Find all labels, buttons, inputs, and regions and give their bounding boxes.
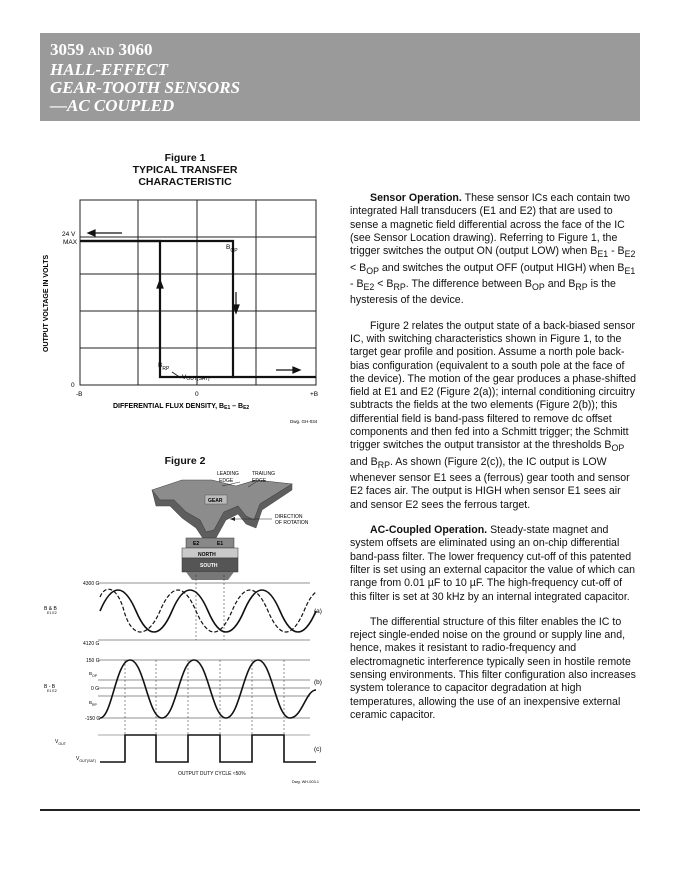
figure1-ylabel: OUTPUT VOLTAGE IN VOLTS [43, 254, 50, 352]
paragraph-sensor-operation: Sensor Operation. These sensor ICs each contain two integrated Hall transducers (E1 and E2) that are used to sense a magnetic field differential across the face of the IC (see Sensor Location drawing). Referring to Figure 1, the trigger switches the output ON (output LOW) when $B_{E1} - B_{E2} < B_{OP}$ and switches the output OFF (output HIGH) when $B_{E1} - B_{E2} < B_{RP}$. The difference between $B_{OP}$ and $B_{RP}$ is the hysteresis of the device. [350, 192, 636, 307]
direction-label-2: OF ROTATION [275, 520, 309, 526]
figure1-y-zero: 0 [71, 382, 75, 389]
bop-b-label: $B_{OP}$ [89, 671, 98, 678]
leading-edge-label-2: EDGE [219, 478, 234, 484]
paragraph-ac-coupled: AC-Coupled Operation. Steady-state magnet and system offsets are eliminated using an on-chip differential band-pass filter. The lower frequency cut-off of this patented filter is set using an external capacitor the value of which can range from 0.01 µF to 10 µF. The high-frequency cut-off of this filter is set at 30 kHz by an internal integrated capacitor. [350, 524, 636, 603]
gear-label: GEAR [208, 498, 223, 504]
tag-c: (c) [314, 746, 322, 753]
brp-b-label: $B_{RP}$ [89, 700, 97, 707]
g-150-label: 150 G [86, 658, 100, 664]
figure1-xtick-neg: -B [76, 391, 83, 398]
trailing-edge-label-1: TRAILING [252, 471, 276, 477]
body-text [350, 192, 640, 734]
figure1-xtick-pos: +B [310, 391, 319, 398]
direction-label-1: DIRECTION [275, 514, 303, 520]
figure1-xlabel: DIFFERENTIAL FLUX DENSITY, BE1 – BE2 [113, 403, 250, 411]
ac-coupled-heading: AC-Coupled Operation. [370, 524, 488, 537]
figure1-label: Figure 1 [164, 152, 206, 164]
part-number-a: 3059 [50, 40, 84, 59]
paragraph-differential-filter: The differential structure of this filter enables the IC to reject single-ended noise on the ground or supply line and, hence, makes it resistant to radio-frequency and electromagnetic interference typically seen in hostile remote sensing environments. This filter configuration also increases system tolerance to capacitor degradation at high temperatures, allowing the use of an inexpensive external ceramic capacitor. [350, 615, 636, 721]
figure2-dwg-number: Dwg. WH-003-1 [292, 780, 320, 784]
title-line-4: —AC COUPLED [50, 96, 175, 115]
figure1-title-line1: TYPICAL TRANSFER [132, 164, 238, 176]
tag-b: (b) [314, 679, 322, 686]
figure1-y-top-2: MAX [63, 239, 78, 246]
figure1-y-top-1: 24 V [62, 231, 76, 238]
voutsat-c-label: $V_{OUT(SAT)}$ [76, 756, 97, 763]
title-and: AND [88, 44, 115, 58]
g-4120-label: 4120 G [83, 641, 100, 647]
footer-rule [40, 809, 640, 811]
title-line-2: HALL-EFFECT [50, 60, 169, 79]
paragraph-figure2-relation: Figure 2 relates the output state of a back-biased sensor IC, with switching characteristics shown in Figure 1, to the target gear profile and position. Assume a north pole back-bias configuration (equivalent to a south pole at the face of the device). The motion of the gear produces a phase-shifted field at E1 and E2 (Figure 2(a)); internal conditioning circuitry subtracts the fields at the two elements (Figure 2(b)); this differential field is band-pass filtered to remove dc offset components and then fed into a Schmitt trigger; the Schmitt trigger switches the output transistor at the thresholds $B_{OP}$ and $B_{RP}$. As shown (Figure 2(c)), the IC output is LOW whenever sensor E1 sees a (ferrous) gear tooth and sensor E2 faces air. The output is HIGH when sensor E1 sees air and sensor E2 sees the ferrous target. [350, 319, 637, 511]
vout-c-label: $V_{OUT}$ [55, 739, 66, 746]
figure1-brp-label: $B_{RP}$ [158, 362, 170, 372]
be1-be2-a-label: B & B [44, 606, 57, 612]
e2-label: E2 [193, 541, 200, 547]
axis-b-lines [98, 660, 310, 718]
output-square-wave [100, 735, 316, 762]
figure1-vout-label: VOUT(SAT) [182, 374, 210, 382]
sensor-operation-heading: Sensor Operation. [370, 192, 462, 204]
figure1-xtick-zero: 0 [195, 391, 199, 398]
field-e1-wave [100, 590, 316, 632]
g-m150-label: -150 G [85, 716, 101, 722]
g-4300-label: 4300 G [83, 581, 100, 587]
figure2-label: Figure 2 [164, 455, 206, 467]
be1-be2-b-label: B - B [44, 684, 56, 690]
be1-be2-b-sub: E1 E2 [47, 689, 57, 693]
figure1-bop-label: $B_{OP}$ [226, 244, 238, 254]
differential-wave [100, 660, 316, 718]
be1-be2-a-sub: E1 E2 [47, 611, 57, 615]
south-label: SOUTH [200, 563, 218, 569]
tag-a: (a) [314, 608, 322, 615]
trailing-edge-label-2: EDGE [252, 478, 267, 484]
part-number-b: 3060 [118, 40, 153, 59]
title-line-3: GEAR-TOOTH SENSORS [50, 78, 241, 97]
duty-cycle-label: OUTPUT DUTY CYCLE ≈50% [178, 771, 246, 777]
leading-edge-label-1: LEADING [217, 471, 239, 477]
north-label: NORTH [198, 552, 216, 558]
e1-label: E1 [217, 541, 224, 547]
figure1-title-line2: CHARACTERISTIC [138, 176, 232, 188]
sensor-base [186, 572, 234, 580]
g-0-label: 0 G [91, 686, 100, 692]
figure1-dwg-number: Dwg. GH-034 [290, 419, 318, 424]
